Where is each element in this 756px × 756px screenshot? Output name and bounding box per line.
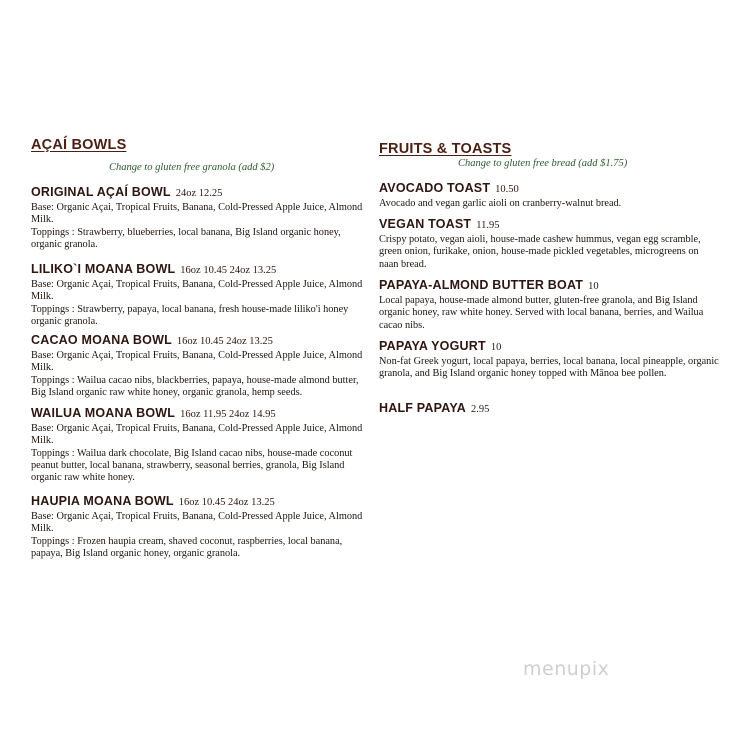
- menu-item-papaya-yogurt: [379, 339, 719, 381]
- acai-bowls-title: AÇAÍ BOWLS: [31, 137, 127, 153]
- item-base: Base: Organic Açai, Tropical Fruits, Banana, Cold-Pressed Apple Juice, Almond Milk.: [31, 279, 363, 303]
- item-price: 11.95: [476, 220, 500, 231]
- item-name: AVOCADO TOAST: [379, 181, 491, 195]
- menu-item-vegan-toast: [379, 217, 719, 271]
- item-toppings: Toppings : Strawberry, blueberries, local banana, Big Island organic honey, organic granola.: [31, 226, 341, 250]
- item-description: [31, 350, 371, 399]
- fruits-toasts-title: FRUITS & TOASTS: [379, 141, 512, 157]
- item-base: Base: Organic Açai, Tropical Fruits, Banana, Cold-Pressed Apple Juice, Almond Milk.: [31, 511, 363, 535]
- item-price: 10: [490, 342, 502, 353]
- item-name: LILIKO`I MOANA BOWL: [31, 262, 176, 276]
- item-base: Base: Organic Açai, Tropical Fruits, Banana, Cold-Pressed Apple Juice, Almond Milk.: [31, 350, 363, 374]
- item-description: Crispy potato, vegan aioli, house-made cashew hummus, vegan egg scramble, green onion, furikake, onion, house-made pickled vegetables, microgreens on naan bread.: [379, 234, 701, 270]
- item-price: 10: [588, 281, 599, 292]
- menu-item-cacao-moana-bowl: [31, 333, 371, 399]
- fruits-toasts-note: Change to gluten free bread (add $1.75): [458, 158, 628, 169]
- item-description: Local papaya, house-made almond butter, gluten-free granola, and Big Island organic honey, raw white honey. Served with local banana, berries, and Wailua cacao nibs.: [379, 295, 704, 331]
- menu-item-papaya-almond-butter-boat: [379, 278, 719, 332]
- item-price: 2.95: [470, 404, 490, 415]
- item-price: 10.50: [495, 184, 519, 195]
- item-toppings: Toppings : Wailua dark chocolate, Big Island cacao nibs, house-made coconut peanut butter, local banana, strawberry, seasonal berries, granola, Big Island organic raw white honey.: [31, 447, 353, 484]
- item-price: 24oz 12.25: [175, 188, 223, 199]
- acai-bowls-note: Change to gluten free granola (add $2): [109, 162, 275, 173]
- menu-item-avocado-toast: [379, 181, 719, 210]
- item-name: HAUPIA MOANA BOWL: [31, 494, 174, 508]
- item-name: WAILUA MOANA BOWL: [31, 406, 176, 420]
- item-description: [31, 279, 371, 328]
- item-price: 16oz 10.45 24oz 13.25: [176, 336, 273, 347]
- item-price: 16oz 11.95 24oz 14.95: [180, 409, 276, 420]
- item-toppings: Toppings : Wailua cacao nibs, blackberries, papaya, house-made almond butter, Big Island organic raw white honey, organic granola, hemp seeds.: [31, 374, 359, 398]
- item-name: VEGAN TOAST: [379, 217, 472, 231]
- menu-item-lilikoi-moana-bowl: [31, 262, 371, 328]
- item-name: PAPAYA-ALMOND BUTTER BOAT: [379, 278, 584, 292]
- item-description: [31, 511, 371, 560]
- item-toppings: Toppings : Frozen haupia cream, shaved coconut, raspberries, local banana, papaya, Big Island organic honey, organic granola.: [31, 535, 343, 559]
- menu-item-half-papaya: [379, 401, 719, 417]
- menu-item-original-acai-bowl: [31, 185, 371, 251]
- item-name: CACAO MOANA BOWL: [31, 333, 172, 347]
- item-name: PAPAYA YOGURT: [379, 339, 486, 353]
- item-base: Base: Organic Açai, Tropical Fruits, Banana, Cold-Pressed Apple Juice, Almond Milk.: [31, 202, 363, 226]
- item-description: Avocado and vegan garlic aioli on cranberry-walnut bread.: [379, 198, 622, 209]
- item-name: ORIGINAL AÇAÍ BOWL: [31, 185, 171, 199]
- item-name: HALF PAPAYA: [379, 401, 466, 415]
- item-toppings: Toppings : Strawberry, papaya, local banana, fresh house-made liliko'i honey organic granola.: [31, 303, 349, 327]
- menupix-watermark: menupix: [523, 658, 610, 680]
- menu-item-wailua-moana-bowl: [31, 406, 371, 484]
- menu-item-haupia-moana-bowl: [31, 494, 371, 560]
- item-description: [31, 423, 371, 484]
- item-base: Base: Organic Açai, Tropical Fruits, Banana, Cold-Pressed Apple Juice, Almond Milk.: [31, 423, 363, 447]
- item-description: Non-fat Greek yogurt, local papaya, berries, local banana, local pineapple, organic granola, and Big Island organic honey topped with Mānoa bee pollen.: [379, 356, 719, 380]
- item-price: 16oz 10.45 24oz 13.25: [180, 265, 277, 276]
- item-price: 16oz 10.45 24oz 13.25: [178, 497, 275, 508]
- item-description: [31, 202, 371, 251]
